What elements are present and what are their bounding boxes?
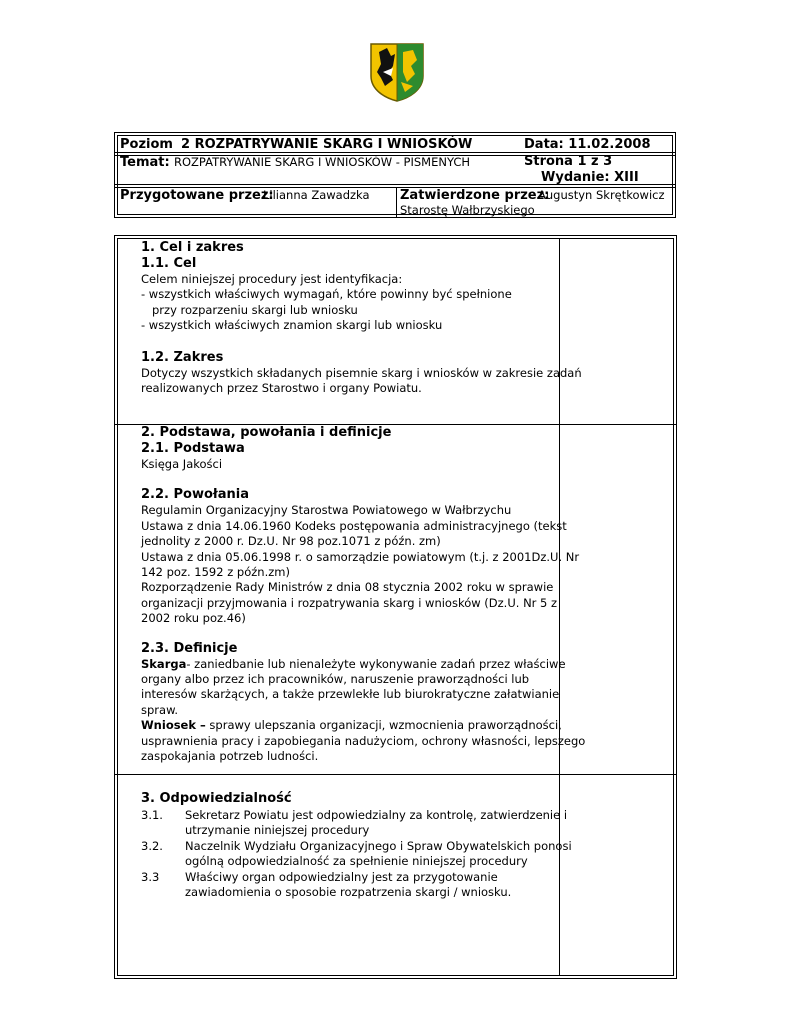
paragraph: spraw.	[141, 702, 179, 717]
approved-by-value: Augustyn Skrętkowicz	[538, 188, 665, 202]
section-1-2-title: 1.2. Zakres	[141, 349, 224, 365]
paragraph: Ustawa z dnia 05.06.1998 r. o samorządzie powiatowym (t.j. z 2001Dz.U. Nr	[141, 549, 580, 564]
list-item-cont: przy rozparzeniu skargi lub wniosku	[152, 302, 358, 317]
paragraph: jednolity z 2000 r. Dz.U. Nr 98 poz.1071 z późn. zm)	[141, 534, 441, 549]
section-2-1-title: 2.1. Podstawa	[141, 441, 245, 456]
section-1	[141, 240, 582, 396]
temat-value: ROZPATRYWANIE SKARG I WNIOSKÓW - PISMENYCH	[174, 155, 471, 169]
section-2-title: 2. Podstawa, powołania i definicje	[141, 425, 392, 440]
term: Wniosek –	[141, 718, 206, 733]
section-1-title: 1. Cel i zakres	[141, 240, 244, 255]
list-item-cont: utrzymanie niniejszej procedury	[185, 823, 370, 838]
poziom-value: 2 ROZPATRYWANIE SKARG I WNIOSKÓW	[181, 137, 473, 152]
page-number: Strona 1 z 3	[524, 154, 613, 169]
term: Skarga	[141, 656, 187, 671]
list-item	[141, 870, 572, 885]
paragraph: organy albo przez ich pracowników, naruszenie praworządności lub	[141, 672, 530, 687]
paragraph: Celem niniejszej procedury jest identyfikacja:	[141, 272, 403, 286]
list-item	[141, 808, 572, 823]
section-3-title: 3. Odpowiedzialność	[141, 791, 292, 806]
paragraph: Ustawa z dnia 14.06.1960 Kodeks postępowania administracyjnego (tekst	[141, 518, 567, 533]
paragraph: 142 poz. 1592 z późn.zm)	[141, 565, 290, 580]
item-number: 3.1.	[141, 808, 163, 822]
header-table	[114, 132, 676, 218]
section-2-3-title: 2.3. Definicje	[141, 640, 238, 656]
prepared-by-label: Przygotowane przez:	[120, 188, 274, 203]
item-text: Naczelnik Wydziału Organizacyjnego i Spraw Obywatelskich ponosi	[185, 838, 572, 853]
paragraph: realizowanych przez Starostwo i organy Powiatu.	[141, 381, 422, 396]
section-1-1-title: 1.1. Cel	[141, 256, 197, 271]
approved-by-title: Starostę Wałbrzyskiego	[400, 203, 535, 217]
section-2	[141, 425, 585, 765]
paragraph: zaspokajania potrzeb ludności.	[141, 749, 319, 764]
paragraph: Księga Jakości	[141, 457, 223, 471]
approved-by-label: Zatwierdzone przez:	[400, 188, 550, 203]
poziom-label: Poziom	[120, 137, 173, 152]
definition-wniosek	[141, 718, 585, 733]
paragraph: usprawnienia pracy i zapobiegania nadużyciom, ochrony własności, lepszego	[141, 733, 586, 748]
paragraph: Dotyczy wszystkich składanych pisemnie skarg i wniosków w zakresie zadań	[141, 365, 582, 380]
item-text: Właściwy organ odpowiedzialny jest za przygotowanie	[185, 869, 498, 884]
list-item-cont: ogólną odpowiedzialność za spełnienie niniejszej procedury	[185, 854, 528, 869]
paragraph: 2002 roku poz.46)	[141, 611, 246, 626]
coat-of-arms-logo	[369, 42, 425, 102]
section-3	[141, 791, 572, 900]
paragraph: Rozporządzenie Rady Ministrów z dnia 08 stycznia 2002 roku w sprawie	[141, 580, 554, 595]
date-label: Data: 11.02.2008	[524, 137, 651, 152]
list-item	[141, 839, 572, 854]
list-item: - wszystkich właściwych wymagań, które powinny być spełnione	[141, 287, 512, 302]
definition: - zaniedbanie lub nienależyte wykonywanie zadań przez właściwe	[186, 656, 566, 671]
paragraph: interesów skarżących, a także przewlekłe lub biurokratyczne załatwianie	[141, 687, 560, 702]
item-number: 3.2.	[141, 838, 163, 853]
definition-skarga	[141, 657, 585, 672]
temat-label: Temat:	[120, 155, 170, 170]
item-number: 3.3	[141, 869, 160, 884]
section-2-2-title: 2.2. Powołania	[141, 487, 249, 503]
list-item: - wszystkich właściwych znamion skargi lub wniosku	[141, 318, 443, 333]
item-text: Sekretarz Powiatu jest odpowiedzialny za kontrolę, zatwierdzenie i	[185, 808, 568, 822]
edition: Wydanie: XIII	[541, 170, 639, 185]
list-item-cont: zawiadomienia o sposobie rozpatrzenia skargi / wniosku.	[185, 885, 512, 900]
paragraph: Regulamin Organizacyjny Starostwa Powiatowego w Wałbrzychu	[141, 503, 512, 518]
definition: sprawy ulepszania organizacji, wzmocnienia praworządności,	[205, 718, 562, 733]
prepared-by-value: Lilianna Zawadzka	[263, 188, 370, 202]
paragraph: organizacji przyjmowania i rozpatrywania skarg i wniosków (Dz.U. Nr 5 z	[141, 595, 558, 610]
